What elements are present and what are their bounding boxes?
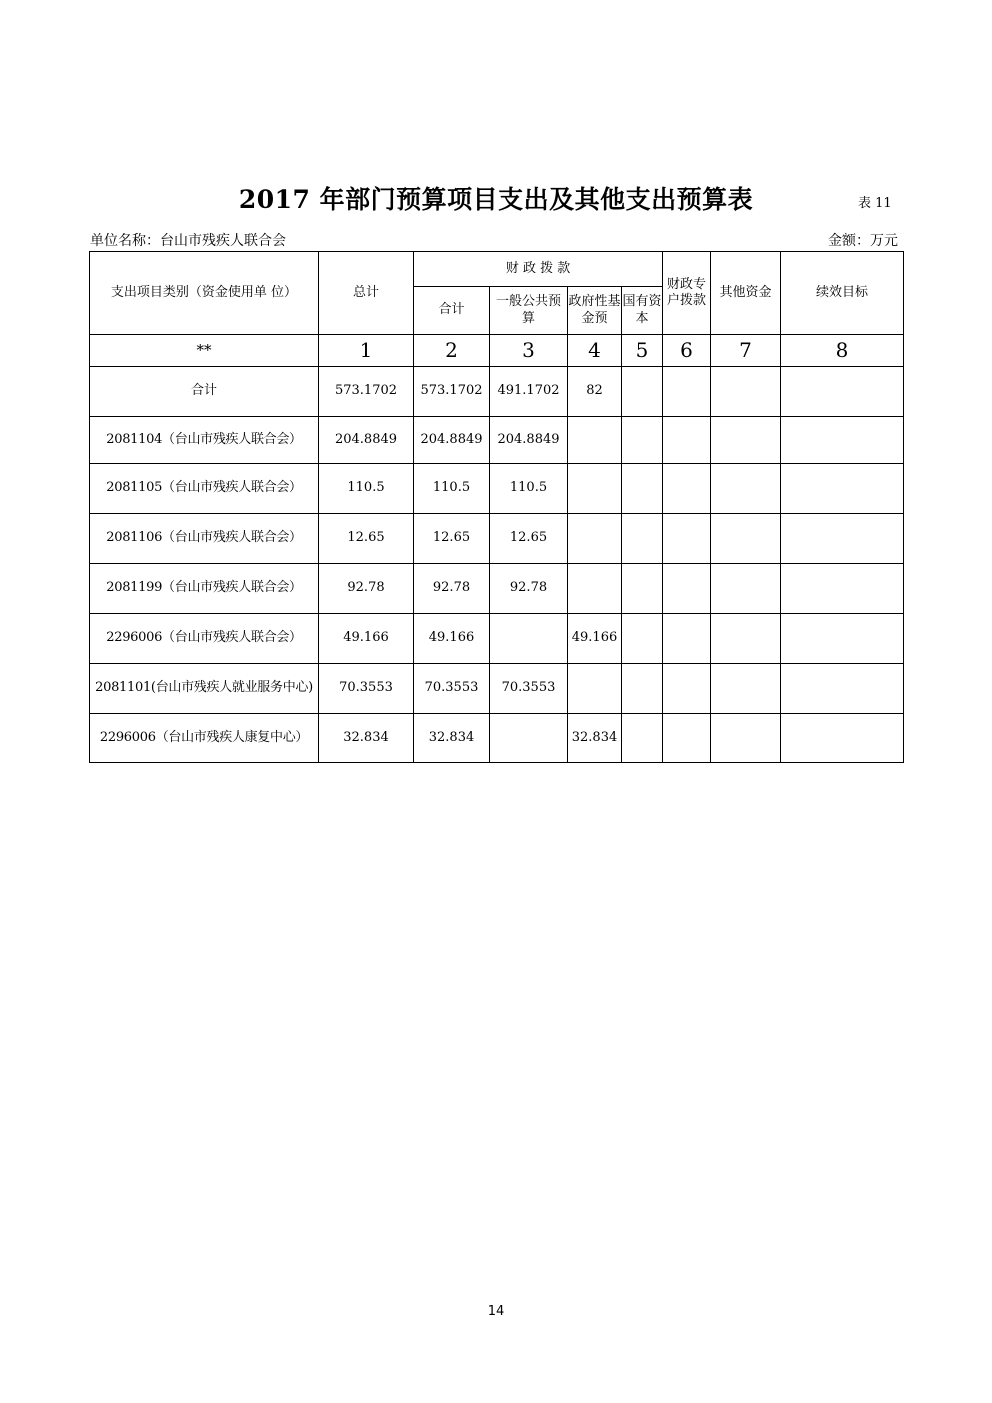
special-account-cell (663, 514, 711, 564)
table-row (90, 464, 904, 514)
fiscal-sum-cell: 49.166 (414, 614, 490, 664)
header-special-account: 财政专户拨款 (663, 252, 711, 335)
column-number: 7 (711, 335, 781, 367)
special-account-cell (663, 664, 711, 714)
general-public-cell: 12.65 (490, 514, 568, 564)
item-cell: 2296006（台山市残疾人康复中心） (90, 714, 319, 763)
header-gov-fund: 政府性基金预 (568, 287, 622, 335)
fiscal-sum-cell: 12.65 (414, 514, 490, 564)
total-cell: 70.3553 (319, 664, 414, 714)
header-performance: 续效目标 (781, 252, 904, 335)
table-row (90, 664, 904, 714)
other-funds-cell (711, 664, 781, 714)
table-row (90, 514, 904, 564)
document-title: 2017 年部门预算项目支出及其他支出预算表 (238, 185, 754, 214)
total-label: 合计 (90, 367, 319, 417)
unit-name: 单位名称：台山市残疾人联合会 (90, 233, 286, 249)
header-other-funds: 其他资金 (711, 252, 781, 335)
performance-cell (781, 514, 904, 564)
special-account-cell (663, 714, 711, 763)
gov-fund-cell (568, 514, 622, 564)
header-state-capital: 国有资本 (622, 287, 663, 335)
fiscal-sum-cell: 32.834 (414, 714, 490, 763)
performance-cell (781, 417, 904, 464)
gov-fund-cell: 32.834 (568, 714, 622, 763)
total-cell: 92.78 (319, 564, 414, 614)
other-funds-cell (711, 614, 781, 664)
header-total: 总计 (319, 252, 414, 335)
special-account-cell (663, 464, 711, 514)
state-capital-cell (622, 614, 663, 664)
item-cell: 2296006（台山市残疾人联合会） (90, 614, 319, 664)
fiscal-sum-cell: 204.8849 (414, 417, 490, 464)
performance-cell (781, 564, 904, 614)
fiscal-sum-cell: 573.1702 (414, 367, 490, 417)
special-account-cell (663, 614, 711, 664)
amount-unit: 金额：万元 (828, 233, 898, 249)
general-public-cell: 491.1702 (490, 367, 568, 417)
total-cell: 573.1702 (319, 367, 414, 417)
other-funds-cell (711, 564, 781, 614)
column-number: 2 (414, 335, 490, 367)
total-cell: 204.8849 (319, 417, 414, 464)
column-number: 4 (568, 335, 622, 367)
table-row (90, 614, 904, 664)
gov-fund-cell (568, 564, 622, 614)
total-cell: 49.166 (319, 614, 414, 664)
general-public-cell: 92.78 (490, 564, 568, 614)
fiscal-sum-cell: 92.78 (414, 564, 490, 614)
state-capital-cell (622, 417, 663, 464)
gov-fund-cell (568, 464, 622, 514)
header-fiscal-sum: 合计 (414, 287, 490, 335)
general-public-cell: 70.3553 (490, 664, 568, 714)
header-fiscal: 财 政 拨 款 (414, 252, 663, 287)
header-category: 支出项目类别（资金使用单 位） (90, 252, 319, 335)
column-number-row (90, 335, 904, 367)
state-capital-cell (622, 514, 663, 564)
gov-fund-cell: 49.166 (568, 614, 622, 664)
other-funds-cell (711, 464, 781, 514)
column-number: ** (90, 335, 319, 367)
table-row (90, 714, 904, 763)
total-cell: 32.834 (319, 714, 414, 763)
gov-fund-cell (568, 664, 622, 714)
budget-table (89, 251, 904, 763)
other-funds-cell (711, 367, 781, 417)
performance-cell (781, 664, 904, 714)
general-public-cell: 110.5 (490, 464, 568, 514)
table-row (90, 417, 904, 464)
column-number: 8 (781, 335, 904, 367)
column-number: 6 (663, 335, 711, 367)
performance-cell (781, 464, 904, 514)
total-row (90, 367, 904, 417)
page-number: 14 (487, 1304, 505, 1319)
total-cell: 110.5 (319, 464, 414, 514)
general-public-cell (490, 714, 568, 763)
table-row (90, 564, 904, 614)
table-number: 表 11 (858, 196, 892, 211)
state-capital-cell (622, 464, 663, 514)
header-general-public: 一般公共预算 (490, 287, 568, 335)
column-number: 3 (490, 335, 568, 367)
state-capital-cell (622, 714, 663, 763)
other-funds-cell (711, 714, 781, 763)
column-number: 1 (319, 335, 414, 367)
performance-cell (781, 614, 904, 664)
table-header (90, 252, 904, 367)
state-capital-cell (622, 367, 663, 417)
gov-fund-cell: 82 (568, 367, 622, 417)
item-cell: 2081106（台山市残疾人联合会） (90, 514, 319, 564)
item-cell: 2081105（台山市残疾人联合会） (90, 464, 319, 514)
column-number: 5 (622, 335, 663, 367)
fiscal-sum-cell: 70.3553 (414, 664, 490, 714)
state-capital-cell (622, 564, 663, 614)
special-account-cell (663, 367, 711, 417)
item-cell: 2081104（台山市残疾人联合会） (90, 417, 319, 464)
performance-cell (781, 367, 904, 417)
total-cell: 12.65 (319, 514, 414, 564)
special-account-cell (663, 564, 711, 614)
state-capital-cell (622, 664, 663, 714)
item-cell: 2081101(台山市残疾人就业服务中心) (90, 664, 319, 714)
fiscal-sum-cell: 110.5 (414, 464, 490, 514)
general-public-cell: 204.8849 (490, 417, 568, 464)
gov-fund-cell (568, 417, 622, 464)
other-funds-cell (711, 514, 781, 564)
other-funds-cell (711, 417, 781, 464)
table-body (90, 367, 904, 763)
performance-cell (781, 714, 904, 763)
item-cell: 2081199（台山市残疾人联合会） (90, 564, 319, 614)
general-public-cell (490, 614, 568, 664)
special-account-cell (663, 417, 711, 464)
